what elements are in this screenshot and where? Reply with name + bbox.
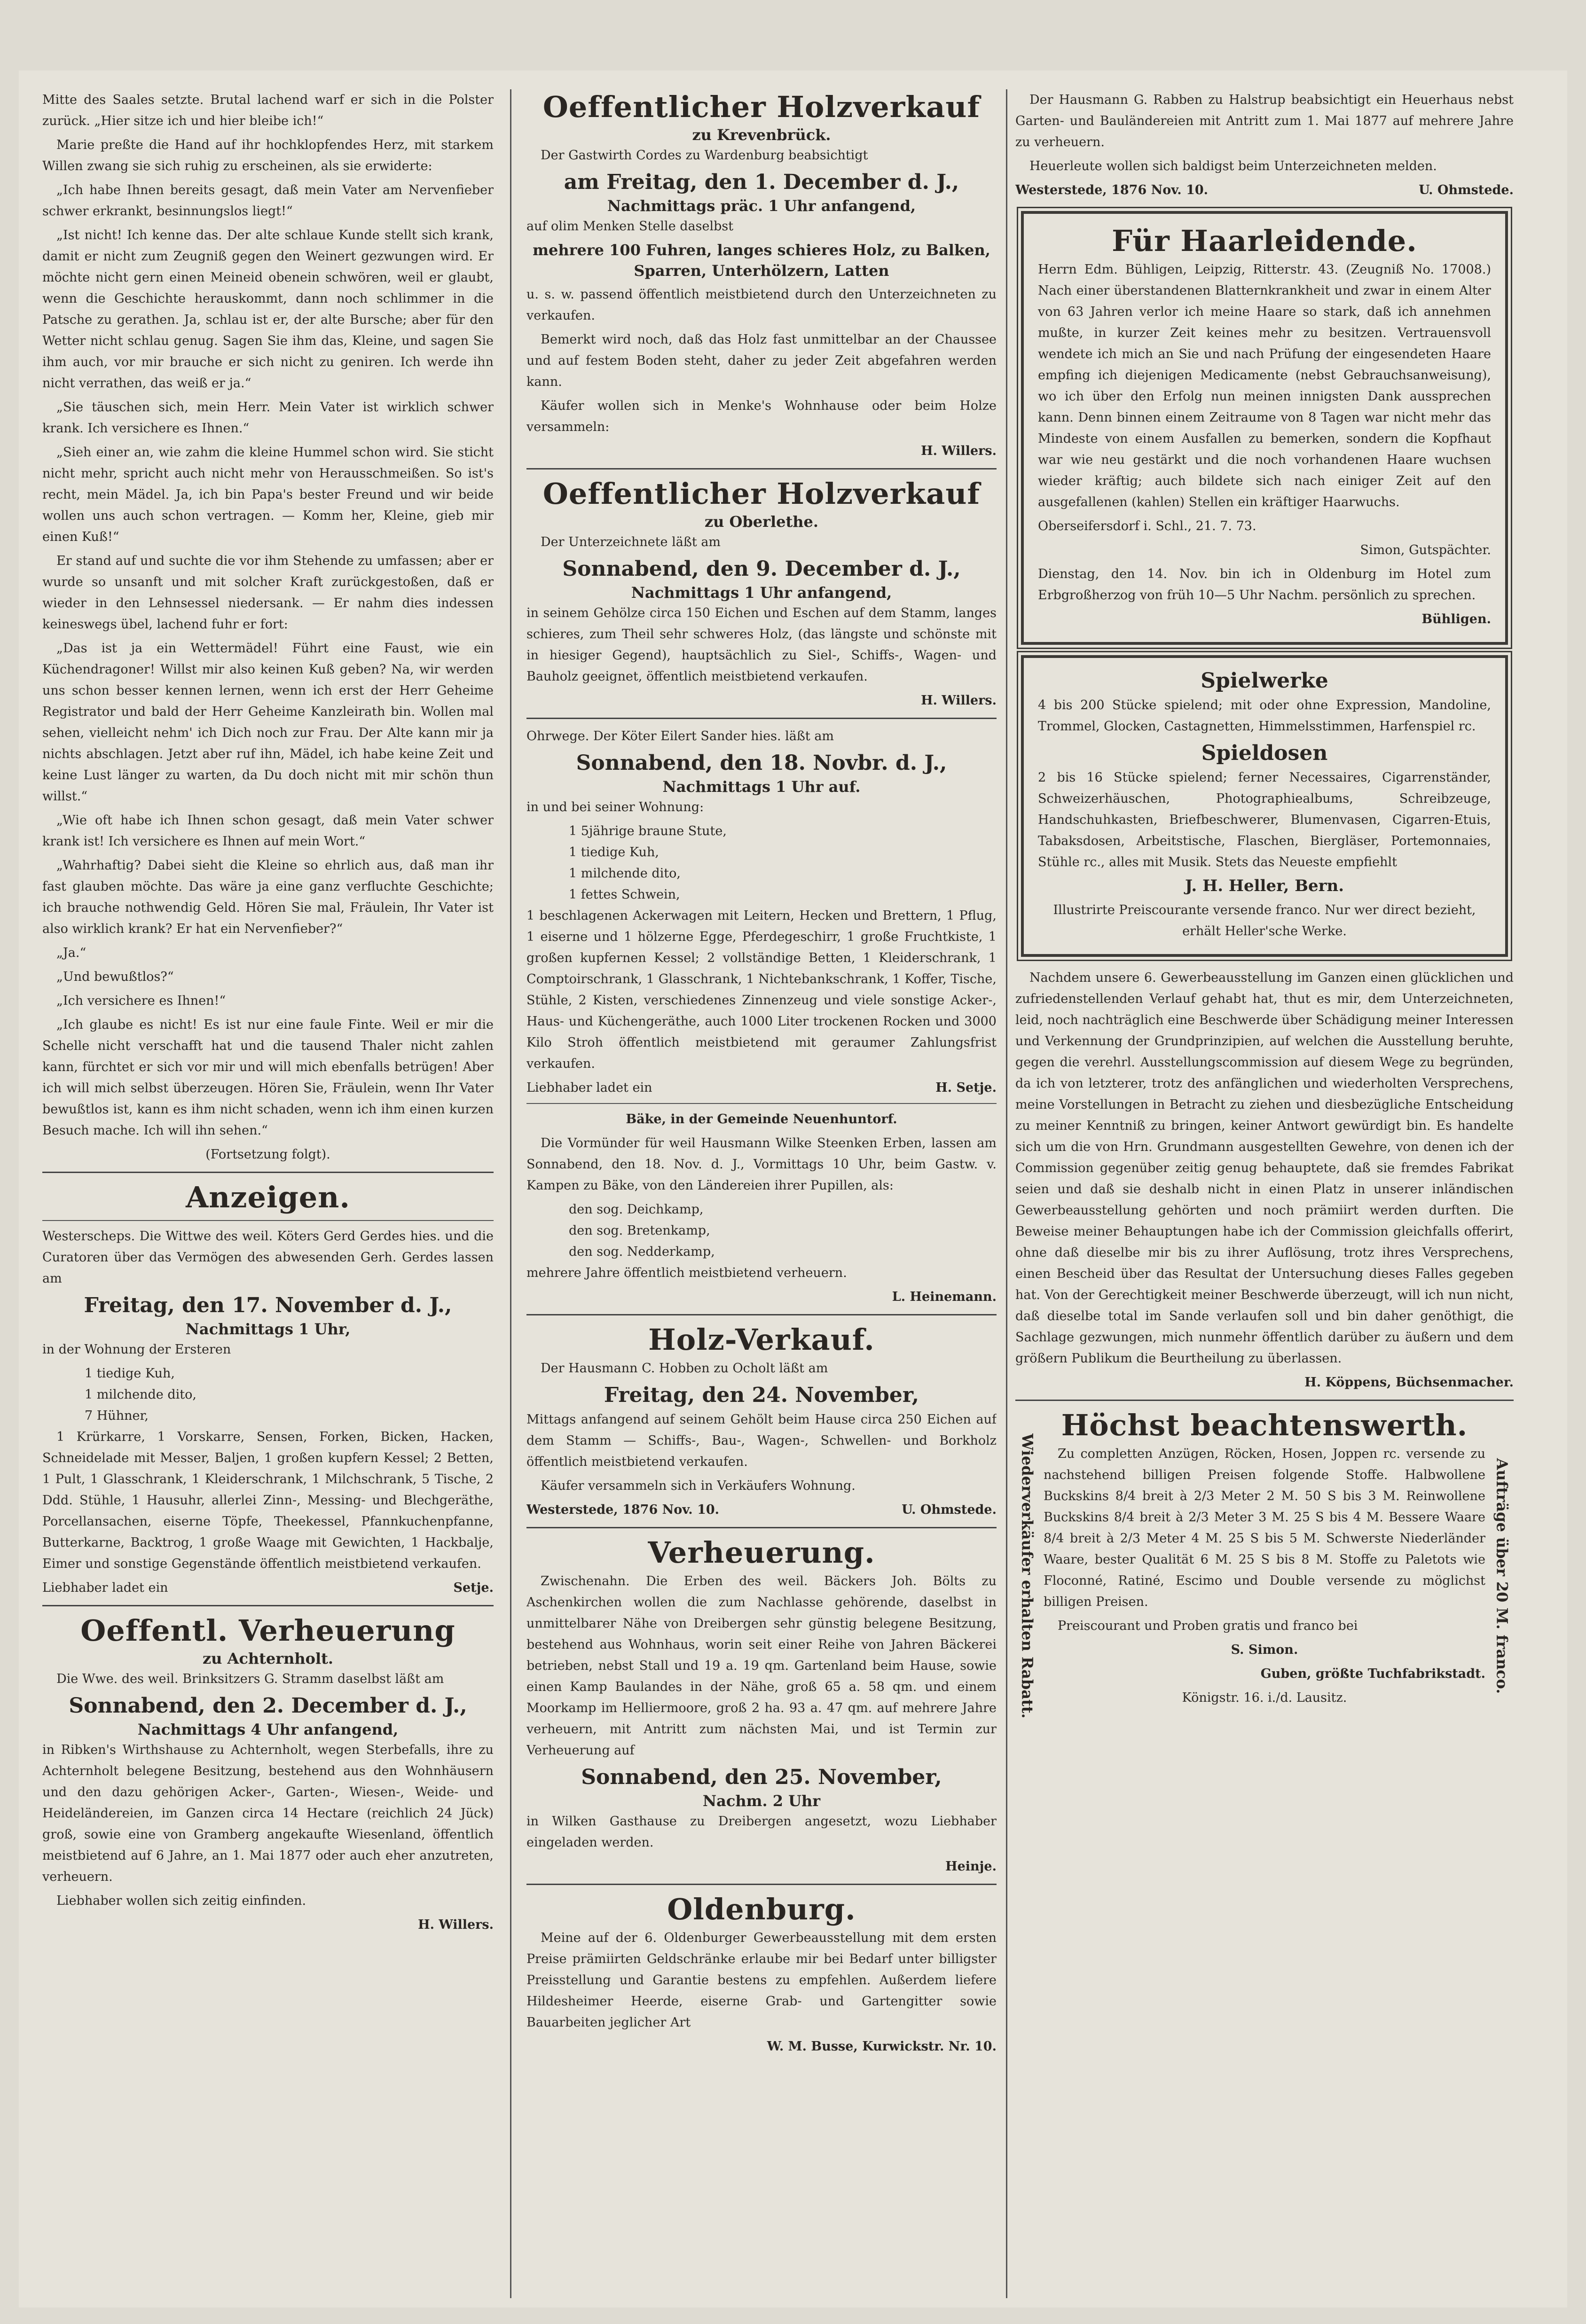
story-paragraph: Marie preßte die Hand auf ihr hochklopfendes Herz, mit starkem Willen zwang sie sich ruhig zu erscheinen, als sie erwiderte: [42, 138, 494, 173]
ad-time: Nachmittags 1 Uhr anfangend, [631, 584, 892, 602]
ad-note: Bemerkt wird noch, daß das Holz fast unmittelbar an der Chaussee und auf festem Boden steht, daher zu jeder Zeit abgefahren werden kann. [526, 332, 997, 389]
ad-text: 1 Krürkarre, 1 Vorskarre, Sensen, Forken, Bicken, Hacken, Schneidelade mit Messer, Baljen, 1 großen kupfern Kessel; 2 Betten, 1 Pult, 1 Glasschrank, 1 Kleiderschrank, 1 Milchschrank, 5 Tische, 2 Ddd. Stühle, 1 Hausuhr, allerlei Zinn-, Messing- und Blechgeräthe, Porcellansachen, eiserne Töpfe, Theekessel, Pfannkuchenpfanne, Butterkarne, Backtrog, 1 große Waage mit Gewichten, 1 Hackbalje, Eimer und sonstige Gegenstände öffentlich meistbietend verkaufen. [42, 1430, 494, 1571]
ad-footer [42, 1577, 494, 1598]
ad-body [1015, 1433, 1514, 1719]
ad-signature: U. Ohmstede. [902, 1502, 997, 1517]
ad-time: Nachmittags 1 Uhr auf. [662, 778, 861, 796]
story-paragraph: Mitte des Saales setzte. Brutal lachend warf er sich in die Polster zurück. „Hier sitze ich und hier bleibe ich!“ [42, 93, 494, 128]
ad-signature: Setje. [453, 1581, 494, 1595]
ad-holzverkauf-oberlethe [526, 476, 997, 711]
ad-title: Für Haarleidende. [1112, 224, 1417, 258]
ad-items [42, 1363, 494, 1426]
ad-date: Sonnabend, den 18. Novbr. d. J., [576, 751, 947, 775]
ad-footer-left: Liebhaber ladet ein [42, 1581, 168, 1595]
ad-place: in der Wohnung der Ersteren [42, 1342, 231, 1357]
ad-signature: Bühligen. [1421, 612, 1491, 626]
ad-signature: H. Köppens, Büchsenmacher. [1304, 1375, 1514, 1390]
list-item: 1 tiedige Kuh, [569, 845, 659, 860]
ad-text: Zu completten Anzügen, Röcken, Hosen, Joppen rc. versende zu nachstehend billigen Preisen folgende Stoffe. Halbwollene Buckskins 8/4 breit à 2/3 Meter 2 M. 50 S bis 3 M. Reinwollene Buckskins 8/4 breit à 2/3 Meter 3 M. 25 S bis 4 M. Bessere Waare 8/4 breit à 2/3 Meter 4 M. 25 S bis 5 M. Schwerste Niederländer Waare, bester Qualität 6 M. 25 S bis 8 M. Stoffe zu Paletots wie Floconné, Ratiné, Escimo und Double versende zu möglichst billigen Preisen. [1044, 1447, 1485, 1609]
ad-place: Oberseifersdorf i. Schl., 21. 7. 73. [1038, 519, 1256, 533]
ad-signature: H. Willers. [418, 1917, 494, 1932]
column-rule [1006, 89, 1007, 2298]
ad-haarleidende [1021, 211, 1508, 645]
ad-text-2: 2 bis 16 Stücke spielend; ferner Necessaires, Cigarrenständer, Schweizerhäuschen, Photographiealbums, Schreibzeuge, Handschuhkasten, Briefbeschwerer, Blumenvasen, Cigarren-Etuis, Tabaksdosen, Arbeitstische, Flaschen, Biergläser, Portemonnaies, Stühle rc., alles mit Musik. Stets das Neueste empfiehlt [1038, 770, 1491, 869]
ad-intro: Der Hausmann C. Hobben zu Ocholt läßt am [541, 1361, 828, 1376]
ad-title: Bäke, in der Gemeinde Neuenhuntorf. [626, 1112, 897, 1127]
ad-text: Meine auf der 6. Oldenburger Gewerbeausstellung mit dem ersten Preise prämiirten Geldschränke erlaube mir bei Bedarf unter billigster Preisstellung und Garantie bestens zu empfehlen. Außerdem liefere Hildesheimer Heerde, eiserne Grab- und Gartengitter sowie Bauarbeiten jeglicher Art [526, 1931, 997, 2030]
ad-title: Holz-Verkauf. [648, 1322, 875, 1357]
ad-text: 1 beschlagenen Ackerwagen mit Leitern, Hecken und Brettern, 1 Pflug, 1 eiserne und 1 hölzerne Egge, Pferdegeschirr, 1 große Fruchtkiste, 1 großen kupfernen Kessel; 2 vollständige Betten, 1 Kleiderschrank, 1 Comptoirschrank, 1 Glasschrank, 1 Nichtebankschrank, 1 Koffer, Tische, Stühle, 2 Kisten, verschiedenes Zinnenzeug und viele sonstige Acker-, Haus- und Küchengeräthe, auch 1000 Liter trockenen Rocken und 3000 Kilo Stroh öffentlich meistbietend mit geraumer Zahlungsfrist verkaufen. [526, 908, 997, 1071]
ad-note: Illustrirte Preiscourante versende franco. Nur wer direct bezieht, erhält Heller'sche Werke. [1053, 903, 1476, 939]
ad-text: Nachdem unsere 6. Gewerbeausstellung im Ganzen einen glücklichen und zufriedenstellenden Verlauf gehabt hat, thut es mir, dem Unterzeichneten, leid, noch nachträglich eine Beschwerde über Schädigung meiner Interessen und Verkennung der Grundprinzipien, auf welchen die Ausstellung beruhte, gegen die verehrl. Ausstellungscommission auf diesem Wege zu begründen, da ich von letzterer, trotz des anfänglichen und wiederholten Versprechens, meine Vorstellungen in Betracht zu ziehen und diesbezügliche Entscheidung zu meiner Kenntniß zu bringen, keiner Antwort gewürdigt bin. Es handelte sich um die von Hrn. Grundmann ausgestellten Gewehre, von denen ich der Commission gegenüber zeitig genug behauptete, daß sie fremdes Fabrikat seien und daß sie deshalb nicht in einen Platz in unserer inländischen Gewerbeausstellung gehörten und noch prämiirt werden durften. Die Beweise meiner Behauptungen habe ich der Commission gleichfalls offerirt, ohne daß dieselbe mir bis zu ihrer Auflösung, trotz ihres Versprechens, einen Bescheid über das Resultat der Untersuchung dieses Falles gegeben hat. Von der Gerechtigkeit meiner Beschwerde überzeugt, will ich nun nicht, daß dieselbe total im Sande verlaufen soll und bin daher genöthigt, die Sachlage gezwungen, mich nunmehr öffentlich darüber zu äußern und dem größern Publikum die Beurtheilung zu überlassen. [1015, 970, 1514, 1366]
ad-goods: mehrere 100 Fuhren, langes schieres Holz, zu Balken, Sparren, Unterhölzern, Latten [533, 241, 990, 280]
story-paragraph: „Sieh einer an, wie zahm die kleine Hummel schon wird. Sie sticht nicht mehr, spricht auch nicht mehr von Herausschmeißen. So ist's recht, mein Mädel. Ja, ich bin Papa's bester Freund und wir beide wollen uns auch schon vertragen. — Komm her, Kleine, gieb mir einen Kuß!“ [42, 445, 494, 544]
ad-text: u. s. w. passend öffentlich meistbietend durch den Unterzeichneten zu verkaufen. [526, 287, 997, 323]
ad-text: 4 bis 200 Stücke spielend; mit oder ohne Expression, Mandoline, Trommel, Glocken, Castagnetten, Himmelsstimmen, Harfenspiel rc. [1038, 698, 1491, 734]
ad-halstrup [1015, 89, 1514, 201]
story-paragraph: „Sie täuschen sich, mein Herr. Mein Vater ist wirklich schwer krank. Ich versichere es Ihnen.“ [42, 400, 494, 436]
ad-intro: Westerscheps. Die Wittwe des weil. Köters Gerd Gerdes hies. und die Curatoren über das Vermögen des abwesenden Gerh. Gerdes lassen am [42, 1229, 494, 1286]
ad-date: Sonnabend, den 9. December d. J., [562, 557, 961, 581]
story-paragraph: „Und bewußtlos?“ [56, 970, 174, 984]
column-2 [526, 89, 997, 2298]
ad-text: Mittags anfangend auf seinem Gehölt beim Hause circa 250 Eichen auf dem Stamm — Schiffs-, Bau-, Wagen-, Schwellen- und Borkholz öffentlich meistbietend verkaufen. [526, 1412, 997, 1469]
divider [1015, 1400, 1514, 1401]
divider [526, 468, 997, 469]
ad-footer-left: Liebhaber ladet ein [526, 1080, 652, 1095]
continued-note: (Fortsetzung folgt). [205, 1147, 330, 1162]
list-item: 1 tiedige Kuh, [85, 1366, 175, 1381]
ad-signature: U. Ohmstede. [1419, 183, 1514, 197]
ad-firm-2: Guben, größte Tuchfabrikstadt. [1260, 1667, 1485, 1681]
ad-oldenburg [526, 1892, 997, 2057]
ad-achternholt [42, 1613, 494, 1935]
ad-time: Nachmittags präc. 1 Uhr anfangend, [607, 197, 916, 215]
ad-place: auf olim Menken Stelle daselbst [526, 219, 734, 234]
ad-signature: H. Setje. [935, 1080, 997, 1095]
ad-intro: Der Unterzeichnete läßt am [541, 535, 721, 549]
list-item: 7 Hühner, [85, 1408, 149, 1423]
story-paragraph: „Das ist ja ein Wettermädel! Führt eine Faust, wie ein Küchendragoner! Willst mir also keinen Kuß geben? Na, wir werden uns schon besser kennen lernen, wenn ich erst der Herr Geheime Registrator und bald der Herr Geheime Kanzleirath bin. Wollen mal sehen, vielleicht nehm' ich Dich noch zur Frau. Der Alte kann mir ja nichts abschlagen. Jetzt aber ruf ihn, Mädel, ich habe keine Zeit und keine Lust länger zu warten, da Du doch nicht mit mir schön thun willst.“ [42, 641, 494, 804]
ad-footer-left: Käufer wollen sich in Menke's Wohnhause oder beim Holze versammeln: [526, 399, 997, 434]
story-paragraph: „Ich versichere es Ihnen!“ [56, 994, 226, 1008]
column-rule [510, 89, 511, 2298]
side-note-left: Wiederverkäufer erhalten Rabatt. [1018, 1433, 1036, 1719]
ad-title: Oeffentl. Verheuerung [80, 1613, 455, 1648]
ad-items [526, 1199, 997, 1262]
ad-verheuerung [526, 1535, 997, 1877]
ad-title: Spielwerke [1201, 669, 1328, 693]
ad-note: Heuerleute wollen sich baldigst beim Unterzeichneten melden. [1029, 159, 1437, 173]
ad-title-2: Spieldosen [1201, 741, 1328, 765]
ad-spielwerke [1021, 655, 1508, 957]
list-item: den sog. Deichkamp, [569, 1202, 704, 1217]
anzeigen-heading: Anzeigen. [186, 1180, 350, 1214]
ad-date: Sonnabend, den 25. November, [581, 1765, 942, 1789]
story-paragraph: „Wahrhaftig? Dabei sieht die Kleine so ehrlich aus, daß man ihr fast glauben möchte. Das wäre ja eine ganz verfluchte Geschichte; ich brauche nothwendig Geld. Hören Sie mal, Fräulein, Ihr Vater ist also wirklich krank? Er hat ein Nervenfieber?“ [42, 858, 494, 936]
ad-end: in Wilken Gasthause zu Dreibergen angesetzt, wozu Liebhaber eingeladen werden. [526, 1814, 997, 1850]
list-item: 1 fettes Schwein, [569, 887, 680, 902]
ad-text: Herrn Edm. Bühligen, Leipzig, Ritterstr. 43. (Zeugniß No. 17008.) Nach einer überstandenen Blatternkrankheit und zwar in einem Alter von 63 Jahren verlor ich meine Haare so stark, daß ich annehmen mußte, in kurzer Zeit keines mehr zu besitzen. Vertrauensvoll wendete ich mich an Sie und nach Prüfung der eingesendeten Haare empfing ich diejenigen Medicamente (nebst Gebrauchsanweisung), wo ich über den Erfolg nun meinen innigsten Dank aussprechen kann. Denn binnen einem Zeitraume von 8 Tagen war nicht mehr das Mindeste von einem Ausfallen zu bemerken, sondern die Kopfhaut war wie neu gestärkt und die noch vorhandenen Haare wuchsen wieder kräftig; auch bildete sich nach einiger Zeit auf den ausgefallenen (kahlen) Stellen ein kräftiger Haarwuchs. [1038, 262, 1491, 509]
ad-text: Zwischenahn. Die Erben des weil. Bäckers Joh. Bölts zu Aschenkirchen wollen die zum Nachlasse gehörende, daselbst in unmittelbarer Nähe von Dreibergen sehr günstig belegene Besitzung, bestehend aus Wohnhaus, worin seit einer Reihe von Jahren Bäckerei betrieben, nebst Stall und 19 a. 19 qm. Gartenland beim Hause, sowie einen Kamp Baulandes in der Nähe, groß 65 a. 58 qm. und einem Moorkamp im Helliermoore, groß 2 ha. 93 a. 47 qm. auf mehrere Jahre verheuern, mit Antritt zum nächsten Mai, und ist Termin zur Verheuerung auf [526, 1574, 997, 1758]
list-item: den sog. Nedderkamp, [569, 1244, 715, 1259]
ad-intro: Ohrwege. Der Köter Eilert Sander hies. läßt am [526, 729, 834, 743]
story-paragraph: „Ich glaube es nicht! Es ist nur eine faule Finte. Weil er mir die Schelle nicht verschafft hat und die tausend Thaler nicht zahlen kann, fürchtet er sich vor mir und will mich ebenfalls betrügen! Aber ich will mich selbst überzeugen. Hören Sie, Fräulein, wenn Ihr Vater bewußtlos ist, kann es ihm nicht schaden, wenn ich ihm einen kurzen Besuch mache. Ich will ihn sehen.“ [42, 1017, 494, 1138]
story-paragraph: „Ist nicht! Ich kenne das. Der alte schlaue Kunde stellt sich krank, damit er nicht zum Zeugniß gegen den Weinert gezwungen wird. Er möchte nicht gern einen Meineid obenein schwören, weil er glaubt, wenn die Geschichte herauskommt, dann noch schlimmer in die Patsche zu gerathen. Ja, schlau ist er, der alte Bursche; aber für den Wetter nicht schlau genug. Sagen Sie ihm das, Kleine, und sagen Sie ihm auch, vor mir brauche er sich nicht zu geniren. Ich werde ihn nicht verrathen, das weiß er ja.“ [42, 228, 494, 391]
ad-date: Freitag, den 24. November, [604, 1383, 919, 1407]
ad-intro: Der Gastwirth Cordes zu Wardenburg beabsichtigt [541, 148, 868, 163]
divider [42, 1220, 494, 1221]
story-paragraph: „Ich habe Ihnen bereits gesagt, daß mein Vater am Nervenfieber schwer erkrankt, besinnungslos liegt!“ [42, 183, 494, 219]
newspaper-page [19, 70, 1567, 2308]
ad-subtitle: zu Achternholt. [202, 1650, 334, 1667]
ad-signature: Heinje. [945, 1859, 997, 1874]
ad-subtitle: zu Krevenbrück. [692, 126, 831, 144]
divider [526, 1103, 997, 1104]
ad-signature: H. Willers. [921, 444, 997, 458]
ad-end: mehrere Jahre öffentlich meistbietend verheuern. [526, 1266, 847, 1280]
ad-footer-left: Liebhaber wollen sich zeitig einfinden. [56, 1894, 306, 1908]
ad-text: Die Vormünder für weil Hausmann Wilke Steenken Erben, lassen am Sonnabend, den 18. Nov. d. J., Vormittags 10 Uhr, beim Gastw. v. Kampen zu Bäke, von den Ländereien ihrer Pupillen, als: [526, 1136, 997, 1193]
ad-time: Nachmittags 1 Uhr, [185, 1320, 351, 1338]
ad-address: Königstr. 16. i./d. Lausitz. [1182, 1690, 1347, 1705]
ad-signature: L. Heinemann. [892, 1290, 997, 1304]
ad-note: Preiscourant und Proben gratis und franco bei [1058, 1619, 1358, 1633]
ad-signature: W. M. Busse, Kurwickstr. Nr. 10. [767, 2039, 997, 2054]
ad-date: Freitag, den 17. November d. J., [84, 1293, 452, 1317]
ad-footer-place: Westerstede, 1876 Nov. 10. [1015, 183, 1209, 197]
ad-note: Dienstag, den 14. Nov. bin ich in Oldenburg im Hotel zum Erbgroßherzog von früh 10—5 Uhr Nachm. persönlich zu sprechen. [1038, 567, 1491, 603]
story-paragraph: „Wie oft habe ich Ihnen schon gesagt, daß mein Vater schwer krank ist! Ich versichere es Ihnen auf mein Wort.“ [42, 813, 494, 849]
ad-firm: S. Simon. [1231, 1643, 1298, 1657]
ad-footer-place: Westerstede, 1876 Nov. 10. [526, 1502, 720, 1517]
ad-footer [526, 1499, 997, 1520]
ad-firm: J. H. Heller, Bern. [1185, 876, 1344, 895]
story-paragraph: Er stand auf und suchte die vor ihm Stehende zu umfassen; aber er wurde so unsanft und mit solcher Kraft zurückgestoßen, daß er wieder in den Lehnsessel niedersank. — Er nahm dies indessen keineswegs übel, lachend fuhr er fort: [42, 554, 494, 632]
ad-holzverkauf-krevenbrueck [526, 89, 997, 462]
ad-title: Verheuerung. [648, 1535, 875, 1570]
ad-hoechst-beachtenswerth [1015, 1408, 1514, 1719]
column-1 [42, 89, 494, 2298]
ad-text: in seinem Gehölze circa 150 Eichen und Eschen auf dem Stamm, langes schieres, zum Theil sehr schweres Holz, (das längste und schönste mit in hiesiger Gegend), hauptsächlich zu Siel-, Schiffs-, Wagen- und Bauholz geeignet, öffentlich meistbietend verkaufen. [526, 606, 997, 684]
divider [42, 1172, 494, 1173]
ad-items [526, 821, 997, 905]
ad-time: Nachm. 2 Uhr [702, 1792, 821, 1810]
ad-ohrwege [526, 726, 997, 1098]
ad-subtitle: zu Oberlethe. [704, 513, 819, 531]
divider [526, 1527, 997, 1528]
ad-text: Der Hausmann G. Rabben zu Halstrup beabsichtigt ein Heuerhaus nebst Garten- und Bauländereien mit Antritt zum 1. Mai 1877 auf mehrere Jahre zu verheuern. [1015, 93, 1514, 149]
list-item: 1 5jährige braune Stute, [569, 824, 727, 838]
ad-holz-verkauf [526, 1322, 997, 1520]
ad-note: Käufer versammeln sich in Verkäufers Wohnung. [541, 1479, 856, 1493]
ad-footer [1015, 180, 1514, 201]
ad-baeke [526, 1109, 997, 1307]
ad-text: in Ribken's Wirthshause zu Achternholt, wegen Sterbefalls, ihre zu Achternholt belegene Besitzung, bestehend aus den Wohnhäusern und den dazu gehörigen Acker-, Garten-, Wiesen-, Weide- und Heideländereien, im Ganzen circa 14 Hectare (reichlich 24 Jück) groß, sowie eine von Gramberg angekaufte Wiesenland, öffentlich meistbietend auf 6 Jahre, an 1. Mai 1877 oder auch eher anzutreten, verheuern. [42, 1743, 494, 1884]
ad-signer: Simon, Gutspächter. [1360, 543, 1491, 557]
ad-intro: Die Wwe. des weil. Brinksitzers G. Stramm daselbst läßt am [56, 1672, 444, 1686]
ad-title: Höchst beachtenswerth. [1061, 1408, 1468, 1442]
ad-gewerbeausstellung [1015, 967, 1514, 1393]
ad-signature: H. Willers. [921, 693, 997, 708]
story-paragraph: „Ja.“ [56, 946, 86, 960]
ad-title: Oeffentlicher Holzverkauf [542, 477, 981, 511]
ad-title: Oeffentlicher Holzverkauf [542, 90, 981, 124]
ad-westerscheps [42, 1226, 494, 1598]
ad-footer [526, 1077, 997, 1098]
side-note-right: Aufträge über 20 M. franco. [1493, 1458, 1511, 1694]
divider [42, 1605, 494, 1606]
list-item: 1 milchende dito, [569, 866, 681, 881]
divider [526, 1314, 997, 1315]
ad-date: Sonnabend, den 2. December d. J., [69, 1694, 467, 1718]
divider [526, 718, 997, 719]
list-item: den sog. Bretenkamp, [569, 1223, 710, 1238]
ad-time: Nachmittags 4 Uhr anfangend, [137, 1721, 399, 1738]
ad-place: in und bei seiner Wohnung: [526, 800, 704, 814]
list-item: 1 milchende dito, [85, 1387, 196, 1402]
ad-date: am Freitag, den 1. December d. J., [564, 170, 959, 194]
divider [526, 1884, 997, 1885]
ad-title: Oldenburg. [667, 1892, 856, 1926]
column-3 [1015, 89, 1514, 2298]
